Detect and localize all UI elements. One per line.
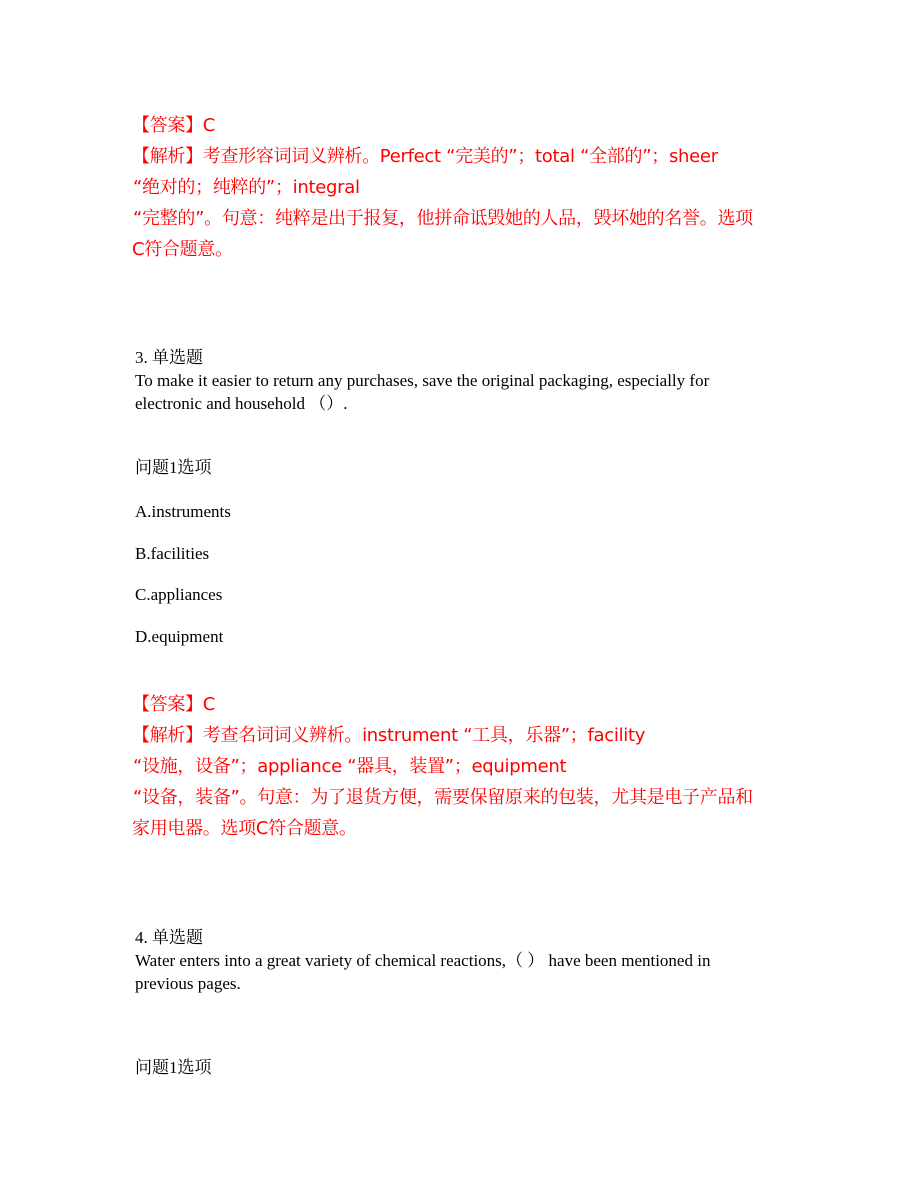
question-text-line: previous pages. bbox=[135, 974, 241, 993]
option-a: A.instruments bbox=[135, 502, 231, 521]
explanation-line: 家用电器。选项C符合题意。 bbox=[132, 818, 357, 839]
q3-question bbox=[135, 346, 795, 415]
question-text-line: electronic and household （）. bbox=[135, 394, 348, 413]
question-text-line: To make it easier to return any purchases, save the original packaging, especially for bbox=[135, 371, 710, 390]
options-heading: 问题1选项 bbox=[135, 1058, 212, 1077]
q2-answer-section bbox=[132, 110, 795, 265]
explanation-line: “设备，装备”。句意：为了退货方便，需要保留原来的包装，尤其是电子产品和 bbox=[133, 787, 753, 808]
q3-answer-section bbox=[132, 689, 795, 844]
q4-question bbox=[135, 926, 795, 995]
options-heading: 问题1选项 bbox=[135, 458, 212, 477]
option-b: B.facilities bbox=[135, 544, 210, 563]
question-heading: 4. 单选题 bbox=[135, 928, 203, 947]
explanation-line: “完整的”。句意：纯粹是出于报复，他拼命诋毁她的人品，毁坏她的名誉。选项 bbox=[133, 208, 753, 229]
answer-label: 【答案】C bbox=[132, 115, 216, 136]
question-heading: 3. 单选题 bbox=[135, 348, 203, 367]
explanation-line: 【解析】考查形容词词义辨析。Perfect “完美的”；total “全部的”；sheer bbox=[132, 146, 718, 167]
option-c: C.appliances bbox=[135, 585, 223, 604]
answer-label: 【答案】C bbox=[132, 694, 216, 715]
explanation-line: “绝对的；纯粹的”；integral bbox=[133, 177, 360, 198]
explanation-line: “设施，设备”；appliance “器具，装置”；equipment bbox=[133, 756, 567, 777]
option-d: D.equipment bbox=[135, 627, 224, 646]
explanation-line: 【解析】考查名词词义辨析。instrument “工具，乐器”；facility bbox=[132, 725, 646, 746]
explanation-line: C符合题意。 bbox=[132, 239, 233, 260]
question-text-line: Water enters into a great variety of chemical reactions,（ ） have been mentioned in bbox=[135, 951, 711, 970]
